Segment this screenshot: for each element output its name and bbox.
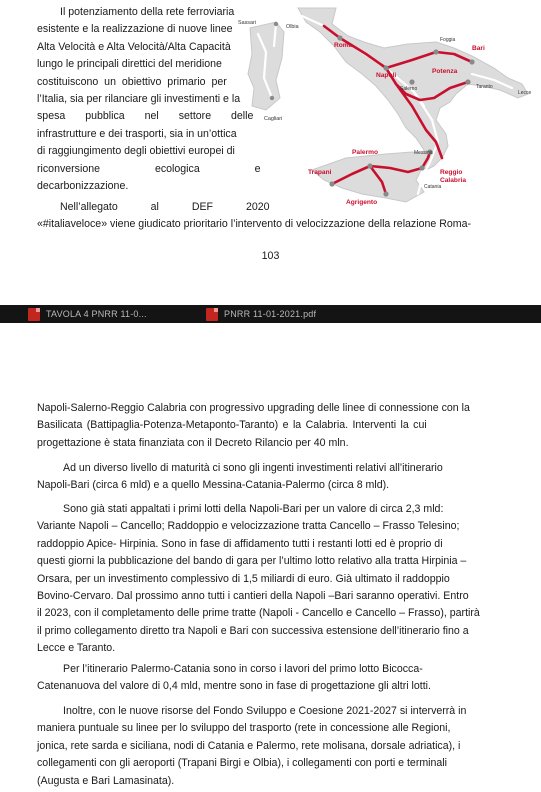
text-line: spesa pubblica nel settore delle (37, 110, 254, 123)
map-label-trapani: Trapani (308, 169, 332, 176)
text-line: Sono già stati appaltati i primi lotti della Napoli-Bari per un valore di circa 2,3 mld: (63, 503, 444, 515)
railway-map (236, 2, 536, 212)
map-label-agrigento: Agrigento (346, 199, 378, 206)
map-label-taranto: Taranto (476, 84, 493, 90)
pdf-file-icon (206, 308, 218, 321)
text-line: Catenanuova del valore di 0,4 mld, mentre sono in fase di progettazione gli altri lotti. (37, 680, 431, 693)
taskbar-item-tavola[interactable] (28, 305, 147, 323)
map-label-calabria: Calabria (440, 177, 467, 184)
map-label-messina: Messina (414, 150, 433, 156)
text-line: decarbonizzazione. (37, 180, 129, 193)
text-line: Alta Velocità e Alta Velocità/Alta Capacità (37, 40, 231, 53)
text-line: Il potenziamento della rete ferroviaria (60, 6, 235, 18)
paragraph-fondo-sviluppo (37, 703, 507, 790)
text-line: Orsara, per un investimento complessivo di 1,5 miliardi di euro. Già ultimato il raddoppio (37, 572, 450, 585)
sicily-shape (312, 152, 428, 202)
taskbar-item-label: PNRR 11-01-2021.pdf (224, 309, 317, 319)
taskbar (0, 305, 541, 323)
map-label-bari: Bari (472, 45, 485, 52)
text-line: progettazione è stata finanziata con il Decreto Rilancio per 40 mln. (37, 436, 349, 449)
text-line: Basilicata (Battipaglia-Potenza-Metaponto-Taranto) e la Calabria. Interventi la cui (37, 419, 427, 432)
paragraph-maturita (37, 460, 507, 495)
text-line: Per l’itinerario Palermo-Catania sono in corso i lavori del primo lotto Bicocca- (63, 663, 423, 675)
pdf-file-icon (28, 308, 40, 321)
text-line: il primo collegamento diretto tra Napoli e Bari con successiva estensione dell’itinerario fino a (37, 624, 469, 637)
taskbar-item-label: TAVOLA 4 PNRR 11-0... (46, 309, 147, 319)
map-label-foggia: Foggia (440, 37, 456, 43)
text-line: «#italiaveloce» viene giudicato prioritario l’intervento di velocizzazione della relazione Roma- (37, 218, 471, 231)
paragraph-napoli-bari (37, 501, 507, 658)
map-label-olbia: Olbia (286, 24, 299, 30)
map-label-palermo: Palermo (352, 149, 379, 156)
map-label-sassari: Sassari (238, 20, 256, 26)
map-label-napoli: Napoli (376, 72, 397, 79)
text-line: Lecce e Taranto. (37, 642, 116, 655)
text-line: jonica, rete sarda e siciliana, nodi di Catania e Palermo, rete molisana, dorsale adriatica), i (37, 739, 461, 752)
map-label-cagliari: Cagliari (264, 116, 283, 122)
text-line: Nell’allegato al DEF 2020 (60, 201, 270, 213)
page-number: 103 (261, 250, 280, 262)
map-label-catania: Catania (424, 184, 442, 190)
text-line: costituiscono un obiettivo primario per (37, 75, 227, 88)
text-line: l’Italia, sia per rilanciare gli investimenti e la (37, 93, 241, 106)
text-line: Variante Napoli – Cancello; Raddoppio e velocizzazione tratta Cancello – Frasso Telesino; (37, 520, 460, 533)
text-line: lungo le principali direttici del meridione (37, 58, 222, 71)
map-label-reggio: Reggio (440, 169, 463, 176)
text-line: infrastrutture e dei trasporti, sia in un’ottica (37, 127, 237, 140)
taskbar-item-pnrr[interactable] (206, 305, 316, 323)
text-line: raddoppio Apice- Hirpinia. Sono in fase di affidamento tutti i restanti lotti ed è proprio di (37, 537, 443, 550)
text-line: (Augusta e Bari Lamasinata). (37, 774, 175, 787)
text-line: Napoli-Salerno-Reggio Calabria con progressivo upgrading delle linee di connessione con la (37, 402, 470, 414)
paragraph-napoli-salerno (37, 400, 507, 452)
map-label-lecce: Lecce (518, 90, 532, 96)
map-label-potenza: Potenza (432, 68, 458, 75)
text-line: esistente e la realizzazione di nuove linee (37, 23, 233, 36)
text-line: maniera puntuale su linee per lo sviluppo del trasporto (rete in concessione alle Regioni, (37, 722, 451, 735)
text-line: Inoltre, con le nuove risorse del Fondo Sviluppo e Coesione 2021-2027 si interverrà in (63, 705, 467, 717)
paragraph-palermo-catania (37, 661, 507, 696)
text-line: di raggiungimento degli obiettivi europei di (37, 145, 235, 158)
text-line: il 2023, con il completamento delle prime tratte (Napoli - Cancello e Cancello – Frasso), partirà (37, 607, 480, 620)
map-label-salerno: Salerno (400, 86, 418, 92)
text-line: Ad un diverso livello di maturità ci sono gli ingenti investimenti relativi all’itinerario (63, 462, 443, 474)
text-line: Napoli-Bari (circa 6 mld) e a quello Messina-Catania-Palermo (circa 8 mld). (37, 479, 390, 492)
text-line: Bovino-Cervaro. Dal prossimo anno tutti i cantieri della Napoli –Bari saranno operativi. Entro (37, 590, 469, 603)
text-line: questi giorni la pubblicazione del bando di gara per l’ultimo lotto relativo alla tratta Hirpinia – (37, 555, 467, 568)
text-line: collegamenti con gli aeroporti (Trapani Birgi e Olbia), i collegamenti con porti e terminali (37, 757, 448, 770)
map-label-roma: Roma (334, 42, 353, 49)
text-line: riconversione ecologica e (37, 162, 261, 175)
